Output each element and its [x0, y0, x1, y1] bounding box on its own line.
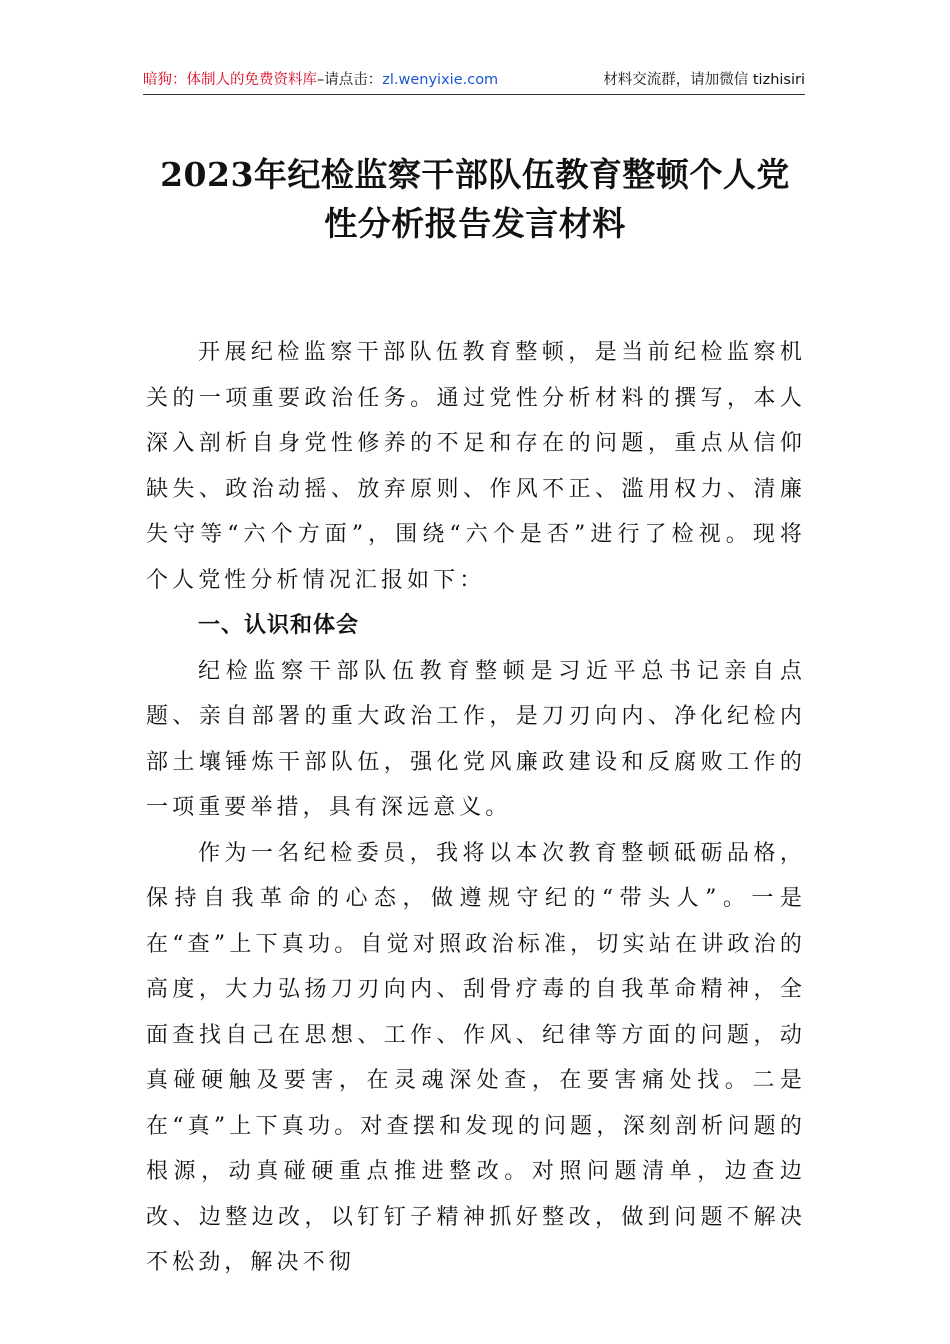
title-line-2: 性分析报告发言材料 — [324, 204, 626, 243]
header-click-label: –请点击： — [317, 72, 383, 88]
page-header — [143, 68, 805, 95]
header-url-link[interactable]: zl.wenyixie.com — [382, 72, 499, 88]
intro-paragraph: 开展纪检监察干部队伍教育整顿，是当前纪检监察机关的一项重要政治任务。通过党性分析材料的撰写，本人深入剖析自身党性修养的不足和存在的问题，重点从信仰缺失、政治动摇、放弃原则、作风不正、滥用权力、清廉失守等“六个方面”，围绕“六个是否”进行了检视。现将个人党性分析情况汇报如下： — [146, 340, 806, 593]
body-paragraph: 纪检监察干部队伍教育整顿是习近平总书记亲自点题、亲自部署的重大政治工作，是刀刃向内、净化纪检内部土壤锤炼干部队伍，强化党风廉政建设和反腐败工作的一项重要举措，具有深远意义。 — [146, 658, 806, 820]
document-body — [146, 330, 806, 1286]
document-title — [120, 150, 830, 248]
body-paragraph: 作为一名纪检委员，我将以本次教育整顿砥砺品格，保持自我革命的心态，做遵规守纪的“带头人”。一是在“查”上下真功。自觉对照政治标准，切实站在讲政治的高度，大力弘扬刀刃向内、刮骨疗毒的自我革命精神，全面查找自己在思想、工作、作风、纪律等方面的问题，动真碰硬触及要害，在灵魂深处查，在要害痛处找。二是在“真”上下真功。对查摆和发现的问题，深刻剖析问题的根源，动真碰硬重点推进整改。对照问题清单，边查边改、边整边改，以钉钉子精神抓好整改，做到问题不解决不松劲，解决不彻 — [146, 840, 806, 1275]
header-brand: 暗狗：体制人的免费资料库 — [143, 72, 317, 88]
section-heading: 一、认识和体会 — [198, 613, 360, 638]
title-line-1: 2023年纪检监察干部队伍教育整顿个人党 — [160, 155, 790, 194]
header-contact: 材料交流群，请加微信 tizhisiri — [603, 72, 805, 88]
